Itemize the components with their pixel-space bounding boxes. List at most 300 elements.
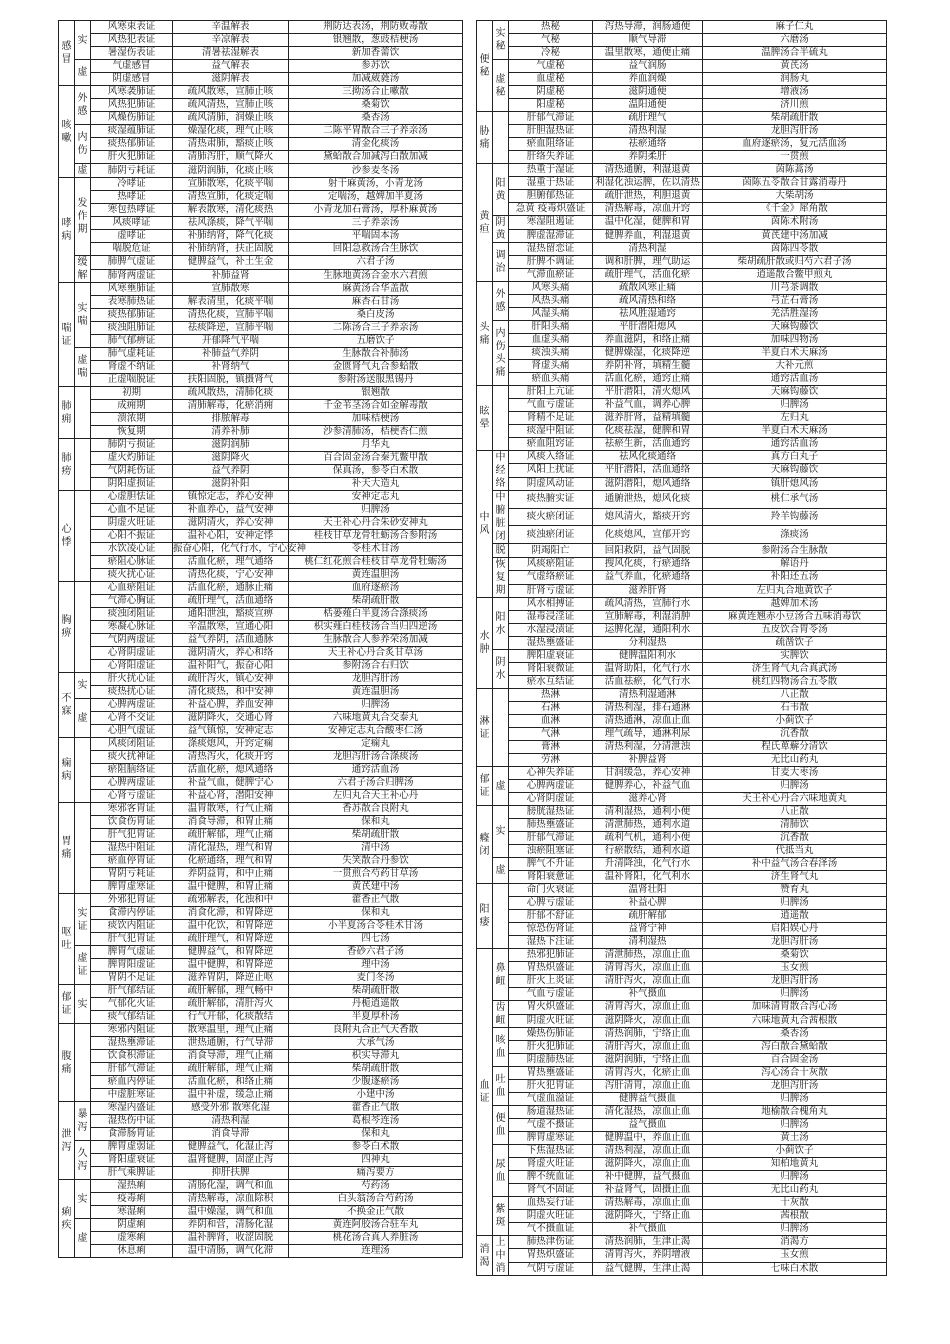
pattern-name: 肝络失养证 (509, 151, 593, 164)
table-row (477, 360, 887, 373)
table-row (59, 125, 463, 138)
subtype: 外感 (493, 282, 509, 321)
table-row (59, 217, 463, 230)
table-row (477, 190, 887, 203)
table-row (477, 1119, 887, 1132)
prescription: 五磨饮子 (289, 335, 463, 348)
table-row (477, 728, 887, 741)
subtype (75, 491, 91, 582)
prescription: 龙胆泻肝汤 (703, 936, 887, 949)
pattern-name: 湿热下注证 (509, 936, 593, 949)
table-row (59, 530, 463, 543)
pattern-name: 肺热壅盛证 (509, 819, 593, 832)
pattern-name: 阴阳虚损证 (91, 478, 173, 491)
prescription: 黄芪汤 (703, 60, 887, 73)
treatment-method: 升清降浊，化气行水 (593, 858, 703, 871)
table-row (477, 1223, 887, 1236)
pattern-name: 胃热炽盛证 (509, 962, 593, 975)
prescription: 越婢加术汤 (703, 598, 887, 611)
subtype: 虚证 (75, 946, 91, 985)
prescription: 甘麦大枣汤 (703, 767, 887, 780)
pattern-name: 气郁化火证 (91, 998, 173, 1011)
pattern-name: 气秘 (509, 34, 593, 47)
pattern-name: 肝郁气滞证 (91, 1063, 173, 1076)
prescription: 黄芪建中汤加减 (703, 229, 887, 243)
prescription: 麦门冬汤 (289, 972, 463, 985)
pattern-name: 痰浊阻肺证 (91, 322, 173, 335)
pattern-name: 血虚秘 (509, 73, 593, 86)
treatment-method: 补益肾气，固摄止血 (593, 1184, 703, 1197)
prescription: 归脾汤 (703, 897, 887, 910)
pattern-name: 食滞肠胃证 (91, 1128, 173, 1141)
prescription: 参附汤合右归饮 (289, 660, 463, 673)
pattern-name: 阴虚秘 (509, 86, 593, 99)
disease-category: 便秘 (477, 21, 493, 112)
treatment-method: 祛瘀生新，活血通窍 (593, 438, 703, 451)
treatment-method: 补气摄血 (593, 1223, 703, 1236)
treatment-method: 泄热通腑，行气导滞 (173, 1037, 289, 1050)
prescription: 千金苇茎汤合如金解毒散 (289, 400, 463, 413)
treatment-method: 温阳通便 (593, 99, 703, 112)
treatment-method: 养阴益胃，和中止痛 (173, 868, 289, 881)
table-row (59, 946, 463, 959)
pattern-name: 脾胃虚寒证 (91, 881, 173, 894)
pattern-name: 痰浊头痛 (509, 347, 593, 360)
disease-category: 腹痛 (59, 1024, 75, 1102)
treatment-method: 温中化饮，和胃降逆 (173, 920, 289, 933)
table-row (477, 767, 887, 780)
prescription: 桃花汤合真人养脏汤 (289, 1232, 463, 1245)
treatment-method: 滋养肝肾 (593, 584, 703, 597)
pattern-name: 肝肾亏虚证 (509, 584, 593, 597)
treatment-method: 补血养心，益气安神 (173, 504, 289, 517)
treatment-method: 消食导滞，理气止痛 (173, 1050, 289, 1063)
subtype: 便血 (493, 1106, 509, 1145)
subtype: 调治 (493, 243, 509, 282)
subtype: 中经络 (493, 451, 509, 491)
pattern-name: 湿热中阻证 (91, 842, 173, 855)
disease-category: 感冒 (59, 21, 75, 86)
pattern-name: 寒湿内盛证 (91, 1102, 173, 1115)
subtype: 实 (75, 673, 91, 699)
treatment-method: 清热润肺，生津止渴 (593, 1236, 703, 1249)
table-row (59, 387, 463, 400)
prescription: 安神定志丸合酸枣仁汤 (289, 725, 463, 738)
table-row (477, 73, 887, 86)
prescription: 三拗汤合止嗽散 (289, 86, 463, 99)
subtype: 中腑脏 闭 (493, 491, 509, 544)
pattern-name: 心血瘀阻证 (91, 582, 173, 595)
treatment-method: 平肝潜阳，清火熄风 (593, 386, 703, 399)
table-row (477, 177, 887, 190)
prescription: 龙胆泻肝汤 (703, 1080, 887, 1093)
table-row (59, 413, 463, 426)
table-row (59, 1154, 463, 1167)
disease-category: 哮病 (59, 178, 75, 283)
table-row (477, 526, 887, 544)
table-row (59, 204, 463, 217)
treatment-method: 健脾益气，和胃降逆 (173, 946, 289, 959)
prescription: 小建中汤 (289, 1089, 463, 1102)
treatment-method: 滋阴润肺 (173, 439, 289, 452)
pattern-name: 风痰闭阻证 (91, 738, 173, 751)
treatment-method: 疏风散寒，宣肺止咳 (173, 86, 289, 99)
pattern-name: 脾胃虚寒证 (509, 1132, 593, 1145)
treatment-method: 健脾温中，养血止血 (593, 1132, 703, 1145)
pattern-name: 风热犯表证 (91, 34, 173, 47)
pattern-name: 热邪犯肺证 (509, 949, 593, 962)
pattern-name: 气虚秘 (509, 60, 593, 73)
prescription: 桑杏汤 (289, 112, 463, 125)
treatment-method: 滋阴降火，凉血止血 (593, 1014, 703, 1028)
treatment-method: 益气养阴，活血通脉 (173, 634, 289, 647)
prescription: 柴胡疏肝散或归芍六君子汤 (703, 256, 887, 269)
disease-category: 黄疸 (477, 164, 493, 282)
pattern-name: 风痰瘀阻证 (509, 558, 593, 571)
prescription: 藿香正气散 (289, 894, 463, 907)
treatment-method: 滋阴降火，宁络止血 (593, 1210, 703, 1223)
treatment-method: 清热利湿通淋 (593, 689, 703, 702)
pattern-name: 气虚络瘀证 (509, 571, 593, 584)
prescription: 银翘散 (289, 387, 463, 400)
pattern-name: 肝火犯肺证 (91, 151, 173, 164)
subtype: 吐血 (493, 1067, 509, 1106)
table-row (477, 988, 887, 1001)
prescription: 赞育丸 (703, 884, 887, 897)
prescription: 丹栀逍遥散 (289, 998, 463, 1011)
pattern-name: 气阴两虚证 (91, 634, 173, 647)
table-row (59, 816, 463, 829)
prescription: 半夏白术天麻汤 (703, 425, 887, 438)
treatment-method: 健脾益气，补土生金 (173, 256, 289, 270)
pattern-name: 风水相搏证 (509, 598, 593, 611)
table-row (477, 1132, 887, 1145)
subtype: 虚 (493, 858, 509, 884)
prescription: 银翘散，葱豉桔梗汤 (289, 34, 463, 47)
table-row (477, 451, 887, 464)
subtype: 咳血 (493, 1028, 509, 1067)
disease-category: 胁痛 (477, 112, 493, 164)
table-row (59, 933, 463, 946)
treatment-method: 消食化滞，和胃降逆 (173, 907, 289, 920)
treatment-method: 辛凉解表 (173, 34, 289, 47)
table-row (59, 959, 463, 972)
subtype: 暴泻 (75, 1102, 91, 1141)
table-row (59, 138, 463, 151)
prescription: 四神丸 (289, 1154, 463, 1167)
pattern-name: 阴虚感冒 (91, 73, 173, 86)
treatment-method: 补益心脾，养血安神 (173, 699, 289, 712)
table-row (59, 608, 463, 621)
disease-category: 不寐 (59, 673, 75, 738)
prescription: 清金化痰汤 (289, 138, 463, 151)
prescription: 大补元煎 (703, 360, 887, 373)
table-row (477, 99, 887, 112)
table-row (59, 725, 463, 738)
prescription: 消渴方 (703, 1236, 887, 1249)
prescription: 羚羊钩藤汤 (703, 508, 887, 526)
treatment-method: 扶阳固脱，镇摄肾气 (173, 374, 289, 387)
pattern-name: 瘀血阻窍证 (509, 438, 593, 451)
table-row (59, 1024, 463, 1037)
treatment-method: 泻肝清胃，凉血止血 (593, 1080, 703, 1093)
prescription: 补中益气汤合春泽汤 (703, 858, 887, 871)
subtype: 实证 (75, 894, 91, 946)
table-row (59, 595, 463, 608)
pattern-name: 心神失养证 (509, 767, 593, 780)
pattern-name: 湿热痢 (91, 1180, 173, 1193)
table-row (477, 491, 887, 509)
prescription: 一贯煎合芍药甘草汤 (289, 868, 463, 881)
pattern-name: 气淋 (509, 728, 593, 741)
subtype: 紫斑 (493, 1197, 509, 1236)
treatment-method: 滋阴通便 (593, 86, 703, 99)
prescription: 麻子仁丸 (703, 21, 887, 34)
table-row (59, 1180, 463, 1193)
prescription: 无比山药丸 (703, 1184, 887, 1197)
table-row (477, 1041, 887, 1054)
prescription: 保真汤，参苓白术散 (289, 465, 463, 478)
pattern-name: 痰火扰心证 (91, 569, 173, 582)
subtype (75, 738, 91, 803)
pattern-name: 气阴耗伤证 (91, 465, 173, 478)
table-row (59, 491, 463, 504)
treatment-method: 清热润肺，宁络止血 (593, 1028, 703, 1041)
table-row (477, 637, 887, 650)
table-row (59, 256, 463, 270)
table-row (59, 21, 463, 34)
table-row (477, 438, 887, 451)
prescription: 茵陈术附汤 (703, 216, 887, 230)
prescription: 补阳还五汤 (703, 571, 887, 584)
subtype: 内伤 (75, 125, 91, 164)
subtype: 尿血 (493, 1145, 509, 1197)
prescription: 麻黄汤合华盖散 (289, 283, 463, 296)
prescription: 泻白散合黛蛤散 (703, 1041, 887, 1054)
table-row (477, 1197, 887, 1210)
treatment-method: 养阴和营，清肠化湿 (173, 1219, 289, 1232)
treatment-method: 健脾养血，利湿退黄 (593, 229, 703, 243)
prescription: 良附丸合正气天香散 (289, 1024, 463, 1037)
table-row (477, 558, 887, 571)
prescription: 香苏散合良附丸 (289, 803, 463, 816)
prescription: 疏凿饮子 (703, 637, 887, 650)
prescription: 血府逐瘀汤 (289, 582, 463, 595)
pattern-name: 瘀水互结证 (509, 676, 593, 689)
pattern-name: 风燥伤肺证 (91, 112, 173, 125)
prescription: 三子养亲汤 (289, 217, 463, 230)
treatment-method: 滋养胃阴，降逆止呕 (173, 972, 289, 985)
table-row (477, 125, 887, 138)
pattern-name: 阴虚肺热证 (509, 1054, 593, 1067)
table-row (477, 164, 887, 177)
treatment-method: 温中燥湿，调气和血 (173, 1206, 289, 1219)
subtype (493, 884, 509, 949)
treatment-method: 疏风散热，清肺化痰 (173, 387, 289, 400)
pattern-name: 脾气不升证 (509, 858, 593, 871)
table-row (59, 465, 463, 478)
treatment-method: 散寒温里，理气止痛 (173, 1024, 289, 1037)
table-row (477, 650, 887, 663)
pattern-name: 心血不足证 (91, 504, 173, 517)
prescription: 镇肝熄风汤 (703, 477, 887, 490)
pattern-name: 肺阴亏损证 (91, 439, 173, 452)
pattern-name: 风寒壅肺证 (91, 283, 173, 296)
prescription: 沉香散 (703, 728, 887, 741)
prescription: 小蓟饮子 (703, 1145, 887, 1158)
prescription: 温脾汤合半硫丸 (703, 47, 887, 60)
table-row (59, 842, 463, 855)
table-row (59, 112, 463, 125)
table-row (477, 86, 887, 99)
prescription: 天王补心丹合朱砂安神丸 (289, 517, 463, 530)
treatment-method: 镇惊定志，养心安神 (173, 491, 289, 504)
prescription: 理中汤 (289, 959, 463, 972)
treatment-method: 化痰祛湿，健脾和胃 (593, 425, 703, 438)
table-row (477, 1067, 887, 1080)
pattern-name: 风寒头痛 (509, 282, 593, 295)
prescription: 葛根芩连汤 (289, 1115, 463, 1128)
pattern-name: 肝火上炎证 (509, 975, 593, 988)
treatment-method: 清热肃肺，豁痰止咳 (173, 138, 289, 151)
pattern-name: 痰火扰神证 (91, 751, 173, 764)
pattern-name: 浊瘀阻塞证 (509, 845, 593, 858)
treatment-method: 温补脾肾，收涩固脱 (173, 1232, 289, 1245)
pattern-name: 寒湿阻遏证 (509, 216, 593, 230)
prescription: 归脾汤 (703, 1223, 887, 1236)
pattern-name: 痰浊闭阻证 (91, 608, 173, 621)
subtype: 实 (75, 1180, 91, 1219)
disease-category: 郁证 (477, 767, 493, 806)
treatment-method: 疏肝解郁，理气止痛 (173, 829, 289, 842)
treatment-method: 活血化瘀，通窍止痛 (593, 373, 703, 386)
table-row (59, 621, 463, 634)
prescription: 血府逐瘀汤，复元活血汤 (703, 138, 887, 151)
subtype: 实 (75, 985, 91, 1024)
treatment-method: 回阳救阴，益气固脱 (593, 544, 703, 558)
prescription: 二陈汤合三子养亲汤 (289, 322, 463, 335)
pattern-name: 暑湿伤表证 (91, 47, 173, 60)
table-row (59, 569, 463, 582)
subtype: 阳黄 (493, 164, 509, 216)
prescription: 栝蒌薤白半夏汤合涤痰汤 (289, 608, 463, 621)
pattern-name: 风寒袭肺证 (91, 86, 173, 99)
subtype: 恢复期 (493, 558, 509, 598)
subtype: 虚秘 (493, 60, 509, 112)
pattern-name: 血淋 (509, 715, 593, 728)
treatment-method: 滋阴清火，养心和络 (173, 647, 289, 660)
pattern-name: 心肾亏虚证 (91, 790, 173, 803)
treatment-method: 益气镇惊，安神定志 (173, 725, 289, 738)
pattern-name: 阴虚火旺证 (509, 1210, 593, 1223)
table-row (59, 504, 463, 517)
table-row (59, 1089, 463, 1102)
treatment-method: 搜风化痰，行瘀通络 (593, 558, 703, 571)
table-row (59, 829, 463, 842)
treatment-method: 补肺益肾 (173, 269, 289, 283)
treatment-method: 疏风清热和络 (593, 295, 703, 308)
prescription: 加味桔梗汤 (289, 413, 463, 426)
subtype: 阳水 (493, 598, 509, 650)
treatment-method: 疏肝解郁，理气畅中 (173, 985, 289, 998)
table-row (59, 543, 463, 556)
pattern-name: 气血亏虚证 (509, 399, 593, 412)
treatment-method: 分利湿热 (593, 637, 703, 650)
prescription: 归脾汤 (289, 504, 463, 517)
treatment-method: 补肺益气养阴 (173, 348, 289, 361)
treatment-method: 健脾益气摄血 (593, 1093, 703, 1106)
pattern-name: 急黄 疫毒炽盛证 (509, 203, 593, 216)
pattern-name: 虚哮证 (91, 230, 173, 243)
prescription: 十灰散 (703, 1197, 887, 1210)
table-row (477, 689, 887, 702)
pattern-name: 肠道湿热证 (509, 1106, 593, 1119)
pattern-name: 心肾不交证 (91, 712, 173, 725)
treatment-method: 温中补虚，缓急止痛 (173, 1089, 289, 1102)
prescription: 桑菊饮 (289, 99, 463, 112)
table-row (477, 477, 887, 490)
table-row (477, 663, 887, 676)
prescription: 启阳娱心丹 (703, 923, 887, 936)
treatment-method: 消食导滞 (173, 1128, 289, 1141)
treatment-method: 清热利湿，排石通淋 (593, 702, 703, 715)
table-row (59, 426, 463, 439)
treatment-method: 滋阴润肺，化痰止咳 (173, 164, 289, 178)
prescription: 桑杏汤 (703, 1028, 887, 1041)
treatment-method: 补益心脾 (593, 897, 703, 910)
prescription: 小蓟饮子 (703, 715, 887, 728)
table-row (477, 819, 887, 832)
pattern-name: 脾胃阳虚证 (91, 959, 173, 972)
prescription: 真方白丸子 (703, 451, 887, 464)
treatment-method: 疏肝理气 (593, 112, 703, 125)
pattern-name: 热重于湿证 (509, 164, 593, 177)
treatment-method: 疏风清热，宣肺止咳 (173, 99, 289, 112)
table-row (59, 452, 463, 465)
pattern-name: 肝郁不舒证 (509, 910, 593, 923)
table-row (477, 34, 887, 47)
treatment-method: 活血化瘀，通脉止痛 (173, 582, 289, 595)
table-row (477, 897, 887, 910)
pattern-name: 心肾阳虚证 (91, 660, 173, 673)
table-row (477, 676, 887, 689)
right-syndrome-table (476, 20, 887, 1276)
pattern-name: 肾精不足证 (509, 412, 593, 425)
table-row (59, 998, 463, 1011)
pattern-name: 寒包热哮证 (91, 204, 173, 217)
subtype: 久泻 (75, 1141, 91, 1180)
prescription: 济川煎 (703, 99, 887, 112)
treatment-method: 疏肝泄热，利胆退黄 (593, 190, 703, 203)
pattern-name: 痰气郁结证 (91, 1011, 173, 1024)
subtype: 内伤头痛 (493, 321, 509, 386)
table-row (477, 464, 887, 477)
treatment-method: 益气养血，化瘀通络 (593, 571, 703, 584)
subtype: 鼻衄 (493, 949, 509, 1001)
treatment-method: 顺气导滞 (593, 34, 703, 47)
subtype: 齿衄 (493, 1001, 509, 1028)
prescription: 安神定志丸 (289, 491, 463, 504)
table-row (59, 582, 463, 595)
prescription: 代抵当丸 (703, 845, 887, 858)
pattern-name: 阴虚痢 (91, 1219, 173, 1232)
treatment-method: 养阴补肾，填精生髓 (593, 360, 703, 373)
pattern-name: 阴虚火旺证 (91, 517, 173, 530)
table-row (477, 884, 887, 897)
pattern-name: 热哮证 (91, 191, 173, 204)
subtype: 实 (493, 806, 509, 858)
pattern-name: 膀胱湿热证 (509, 806, 593, 819)
